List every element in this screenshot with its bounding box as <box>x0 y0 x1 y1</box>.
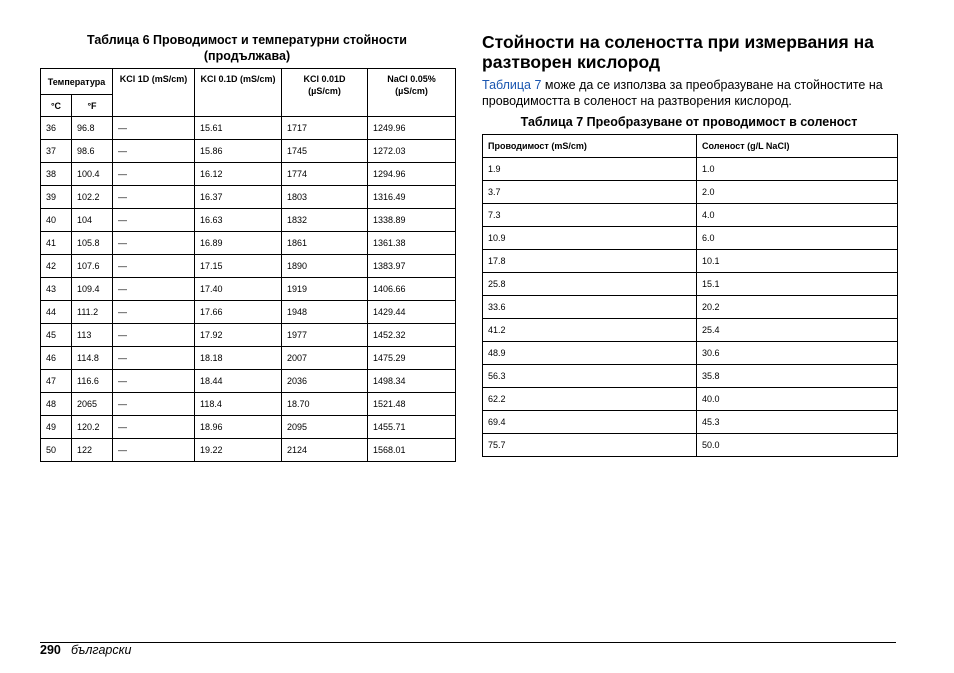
table-row <box>483 388 898 411</box>
table-cell: 17.8 <box>483 250 697 273</box>
section-heading-line1: Стойности на солеността при измервания на <box>482 32 874 52</box>
table-cell: 1406.66 <box>368 278 456 301</box>
table-cell: 50.0 <box>697 434 898 457</box>
table-cell: 40 <box>41 209 72 232</box>
table-cell: 3.7 <box>483 181 697 204</box>
header-fahrenheit: °F <box>72 95 113 117</box>
table-cell: 1568.01 <box>368 439 456 462</box>
table-cell: 2036 <box>282 370 368 393</box>
table-row <box>483 204 898 227</box>
table-cell: 16.12 <box>195 163 282 186</box>
table-cell: 1521.48 <box>368 393 456 416</box>
table-row <box>483 342 898 365</box>
table-cell: 69.4 <box>483 411 697 434</box>
table-row <box>483 273 898 296</box>
table-row <box>41 370 456 393</box>
table-cell: 15.1 <box>697 273 898 296</box>
table-row <box>41 163 456 186</box>
table-cell: 111.2 <box>72 301 113 324</box>
table-row <box>41 140 456 163</box>
table-cell: 16.89 <box>195 232 282 255</box>
table-cell: 18.44 <box>195 370 282 393</box>
table-cell: — <box>113 117 195 140</box>
conductivity-temperature-table <box>40 68 456 462</box>
table-cell: 1338.89 <box>368 209 456 232</box>
table-row <box>483 365 898 388</box>
table-cell: 1316.49 <box>368 186 456 209</box>
table-row <box>41 186 456 209</box>
table-cell: 45.3 <box>697 411 898 434</box>
table-cell: — <box>113 439 195 462</box>
table6-caption-continued: (продължава) <box>203 49 291 63</box>
table-cell: — <box>113 255 195 278</box>
table-cell: 1717 <box>282 117 368 140</box>
table-cell: 1.9 <box>483 158 697 181</box>
table-cell: 1455.71 <box>368 416 456 439</box>
table7-body <box>483 158 898 457</box>
table-cell: 120.2 <box>72 416 113 439</box>
table-cell: 15.86 <box>195 140 282 163</box>
table-cell: 1890 <box>282 255 368 278</box>
table-row <box>483 227 898 250</box>
table-cell: 33.6 <box>483 296 697 319</box>
table-cell: 104 <box>72 209 113 232</box>
table-cell: 1429.44 <box>368 301 456 324</box>
table-row <box>41 117 456 140</box>
table-cell: 1919 <box>282 278 368 301</box>
table-cell: 1861 <box>282 232 368 255</box>
table-row <box>483 296 898 319</box>
table-cell: 10.1 <box>697 250 898 273</box>
table-cell: 98.6 <box>72 140 113 163</box>
table-cell: — <box>113 278 195 301</box>
table-cell: 1948 <box>282 301 368 324</box>
table-cell: 18.96 <box>195 416 282 439</box>
table-cell: 38 <box>41 163 72 186</box>
paragraph-text-line2: проводимостта в соленост на разтворения кислород. <box>482 94 792 108</box>
table-cell: 16.37 <box>195 186 282 209</box>
table-row <box>41 255 456 278</box>
table-cell: — <box>113 186 195 209</box>
table-row <box>41 278 456 301</box>
table-cell: 46 <box>41 347 72 370</box>
table-cell: 2124 <box>282 439 368 462</box>
table-cell: 30.6 <box>697 342 898 365</box>
table-cell: 41 <box>41 232 72 255</box>
table-row <box>483 411 898 434</box>
table-cell: 114.8 <box>72 347 113 370</box>
table-cell: 2095 <box>282 416 368 439</box>
table-cell: 1774 <box>282 163 368 186</box>
table-cell: 1294.96 <box>368 163 456 186</box>
table-cell: 17.40 <box>195 278 282 301</box>
table-cell: — <box>113 140 195 163</box>
table-cell: 50 <box>41 439 72 462</box>
table7-caption: Таблица 7 Преобразуване от проводимост в соленост <box>520 115 858 129</box>
table-row <box>41 324 456 347</box>
table-cell: 18.70 <box>282 393 368 416</box>
table-cell: 1452.32 <box>368 324 456 347</box>
table-row <box>483 158 898 181</box>
table-cell: 20.2 <box>697 296 898 319</box>
table-cell: 7.3 <box>483 204 697 227</box>
table-cell: — <box>113 232 195 255</box>
footer-divider <box>40 642 896 643</box>
table-cell: — <box>113 370 195 393</box>
table-cell: 107.6 <box>72 255 113 278</box>
table-cell: 17.15 <box>195 255 282 278</box>
table-cell: 1498.34 <box>368 370 456 393</box>
page-language: български <box>71 643 132 657</box>
table-cell: 1832 <box>282 209 368 232</box>
table-cell: 25.8 <box>483 273 697 296</box>
table-cell: 1383.97 <box>368 255 456 278</box>
header-salinity: Соленост (g/L NaCl) <box>697 135 898 158</box>
table-cell: 44 <box>41 301 72 324</box>
table-cell: 100.4 <box>72 163 113 186</box>
page-number: 290 <box>40 643 61 657</box>
section-paragraph <box>482 77 912 109</box>
section-heading-line2: разтворен кислород <box>482 52 661 72</box>
table-cell: 4.0 <box>697 204 898 227</box>
table-row <box>483 250 898 273</box>
table-cell: 19.22 <box>195 439 282 462</box>
table-cell: 118.4 <box>195 393 282 416</box>
table-cell: 48.9 <box>483 342 697 365</box>
table-cell: 1249.96 <box>368 117 456 140</box>
table-cell: 2.0 <box>697 181 898 204</box>
table-cell: 45 <box>41 324 72 347</box>
table-cell: 96.8 <box>72 117 113 140</box>
table-cell: 17.92 <box>195 324 282 347</box>
table-cell: 1272.03 <box>368 140 456 163</box>
table-row <box>41 232 456 255</box>
table-cell: — <box>113 393 195 416</box>
table-cell: 1475.29 <box>368 347 456 370</box>
table-cell: 109.4 <box>72 278 113 301</box>
table-cell: 43 <box>41 278 72 301</box>
table-cell: 35.8 <box>697 365 898 388</box>
table-cell: 17.66 <box>195 301 282 324</box>
table-cell: 102.2 <box>72 186 113 209</box>
table-cell: 62.2 <box>483 388 697 411</box>
table-cell: 6.0 <box>697 227 898 250</box>
table-cell: 56.3 <box>483 365 697 388</box>
table-cell: 39 <box>41 186 72 209</box>
header-celsius: °C <box>41 95 72 117</box>
table-cell: 1.0 <box>697 158 898 181</box>
table-cell: — <box>113 347 195 370</box>
conductivity-salinity-table <box>482 134 898 457</box>
table-cell: 41.2 <box>483 319 697 342</box>
table-cell: 25.4 <box>697 319 898 342</box>
table-cell: 47 <box>41 370 72 393</box>
table-cell: 48 <box>41 393 72 416</box>
table6-caption <box>40 32 454 64</box>
table-cell: 1803 <box>282 186 368 209</box>
table-row <box>483 181 898 204</box>
paragraph-text-line1: може да се използва за преобразуване на стойностите на <box>541 78 883 92</box>
table-cell: 122 <box>72 439 113 462</box>
table6-body <box>41 117 456 462</box>
table-cell: 1745 <box>282 140 368 163</box>
table-row <box>41 301 456 324</box>
table-cell: 18.18 <box>195 347 282 370</box>
table-cell: — <box>113 163 195 186</box>
header-kcl-1d: KCl 1D (mS/cm) <box>113 69 195 117</box>
section-heading <box>482 32 912 72</box>
header-nacl: NaCl 0.05% (µS/cm) <box>368 69 456 117</box>
table-cell: 40.0 <box>697 388 898 411</box>
table-row <box>41 416 456 439</box>
table-cell: — <box>113 301 195 324</box>
table-cell: 10.9 <box>483 227 697 250</box>
table-cell: — <box>113 209 195 232</box>
table-cell: 105.8 <box>72 232 113 255</box>
table-cell: 15.61 <box>195 117 282 140</box>
table-row <box>41 209 456 232</box>
header-kcl-0-01d: KCl 0.01D (µS/cm) <box>282 69 368 117</box>
table-cell: 113 <box>72 324 113 347</box>
table-cell: 1977 <box>282 324 368 347</box>
table-cell: 2007 <box>282 347 368 370</box>
header-temperature: Температура <box>41 69 113 95</box>
header-conductivity: Проводимост (mS/cm) <box>483 135 697 158</box>
table-cell: 75.7 <box>483 434 697 457</box>
table7-link[interactable]: Таблица 7 <box>482 78 542 92</box>
table-cell: 36 <box>41 117 72 140</box>
table-cell: — <box>113 416 195 439</box>
table-cell: 42 <box>41 255 72 278</box>
table-cell: 16.63 <box>195 209 282 232</box>
table-row <box>41 439 456 462</box>
table-row <box>483 434 898 457</box>
table-cell: 37 <box>41 140 72 163</box>
table-cell: 2065 <box>72 393 113 416</box>
header-kcl-0-1d: KCl 0.1D (mS/cm) <box>195 69 282 117</box>
table-row <box>41 393 456 416</box>
table-cell: 116.6 <box>72 370 113 393</box>
table6-caption-title: Таблица 6 Проводимост и температурни стойности <box>87 33 407 47</box>
table-cell: 1361.38 <box>368 232 456 255</box>
table-cell: — <box>113 324 195 347</box>
table-row <box>41 347 456 370</box>
table-row <box>483 319 898 342</box>
table-cell: 49 <box>41 416 72 439</box>
